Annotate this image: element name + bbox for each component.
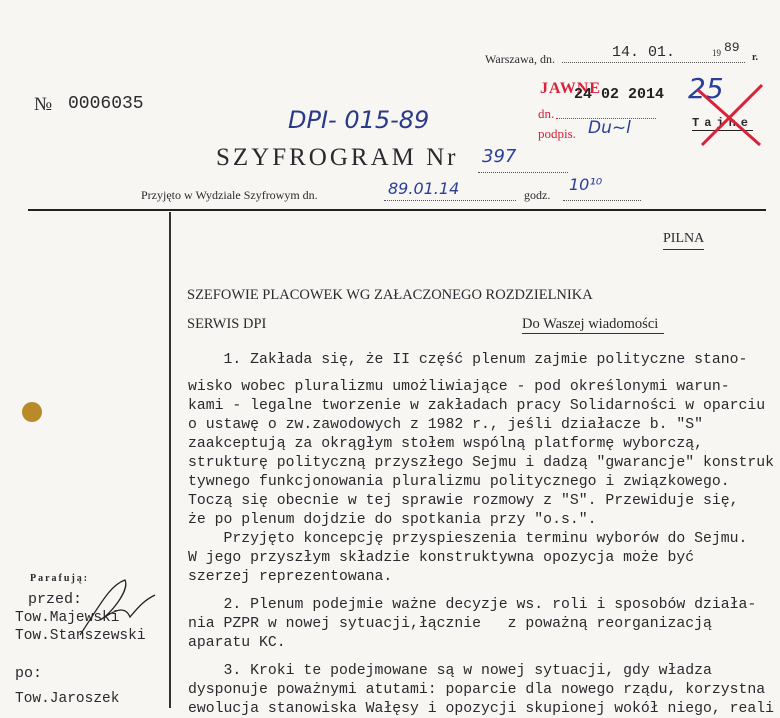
body-line: kami - legalne tworzenie w zakładach pracy Solidarności w oparciu (188, 398, 766, 414)
stamp-signature: Du~l (588, 118, 631, 138)
body-line: 2. Plenum podejmie ważne decyzje ws. roli i sposobów działa- (188, 597, 757, 613)
initials-label: Parafują: (30, 573, 90, 584)
year-value: 89 (724, 40, 740, 55)
priority-label: PILNA (663, 231, 704, 250)
body-line: że po plenum dojdzie do spotkania przy "o.s.". (188, 512, 597, 528)
handwritten-reference: DPI- 015-89 (288, 106, 430, 134)
addressee: SZEFOWIE PLACOWEK WG ZAŁACZONEGO ROZDZIELNIKA (187, 287, 593, 303)
handwritten-number: 25 (688, 72, 724, 105)
time-label: godz. (524, 188, 551, 202)
name-before: Tow.Stanszewski (15, 628, 146, 644)
body-line: 1. Zakłada się, że II część plenum zajmie polityczne stano- (188, 352, 748, 368)
received-date: 89.01.14 (388, 179, 460, 198)
year-suffix: r. (752, 52, 759, 63)
received-label: Przyjęto w Wydziale Szyfrowym dn. (141, 188, 318, 202)
stamp-label: JAWNE (540, 80, 602, 97)
cross-out-mark (690, 80, 770, 150)
title-number: 397 (482, 146, 517, 167)
info-label: Do Waszej wiadomości (522, 316, 664, 334)
body-line: strukturę polityczną przyszłego Sejmu i dadzą "gwarancje" konstruk (188, 455, 775, 471)
received-date-field (384, 179, 516, 201)
before-label: przed: (28, 591, 83, 608)
name-before: Tow.Majewski (15, 610, 120, 626)
place-label: Warszawa, dn. (485, 52, 556, 66)
stamp-date: 24 02 2014 (574, 86, 665, 103)
body-line: zaakceptują za okrągłym stołem wspólną platformę wyborczą, (188, 436, 704, 452)
body-line: 3. Kroki te podejmowane są w nowej sytuacji, gdy władza (188, 663, 712, 679)
after-label: po: (15, 665, 43, 682)
body-line: szerzej reprezentowana. (188, 569, 393, 585)
year-prefix: 19 (712, 48, 721, 58)
time-field (563, 175, 641, 201)
classification-label: Tajne (692, 116, 754, 130)
margin-divider (169, 212, 171, 708)
body-line: o ustawę o zw.zawodowych z 1982 r., jeśli działacze b. "S" (188, 417, 704, 433)
body-line: wisko wobec pluralizmu umożliwiające - pod określonymi warun- (188, 379, 730, 395)
body-line: W jego przyszłym składzie konstruktywna opozycja może być (188, 550, 695, 566)
received-time: 10¹⁰ (569, 175, 603, 194)
number-label: № (34, 94, 53, 115)
title-number-field (478, 146, 568, 173)
service-label: SERWIS DPI (187, 316, 267, 332)
body-line: nia PZPR w nowej sytuacji,łącznie z poważną reorganizacją (188, 616, 712, 632)
name-after: Tow.Jaroszek (15, 691, 120, 707)
body-line: dysponuje poważnymi atutami: poparcie dla nowego rządu, korzystna (188, 682, 766, 698)
signature (70, 575, 160, 645)
date-value: 14. 01. (612, 44, 676, 61)
body-line: Toczą się obecnie w tej sprawie rozmowy z "S". Przewiduje się, (188, 493, 739, 509)
header-divider (28, 209, 766, 211)
punch-hole (22, 402, 42, 422)
body-line: tywnego funkcjonowania pluralizmu politycznego i związkowego. (188, 474, 730, 490)
date-field (562, 40, 745, 63)
body-line: Przyjęto koncepcję przyspieszenia terminu wyborów do Sejmu. (188, 531, 748, 547)
stamp-dn-label: dn. (538, 106, 555, 121)
document-number: 0006035 (68, 94, 144, 114)
body-line: aparatu KC. (188, 635, 286, 651)
body-line: ewolucja stanowiska Wałęsy i opozycji skupionej wokół niego, reali (188, 701, 775, 717)
document-title: SZYFROGRAM Nr (216, 144, 459, 171)
stamp-sign-label: podpis. (538, 126, 576, 141)
